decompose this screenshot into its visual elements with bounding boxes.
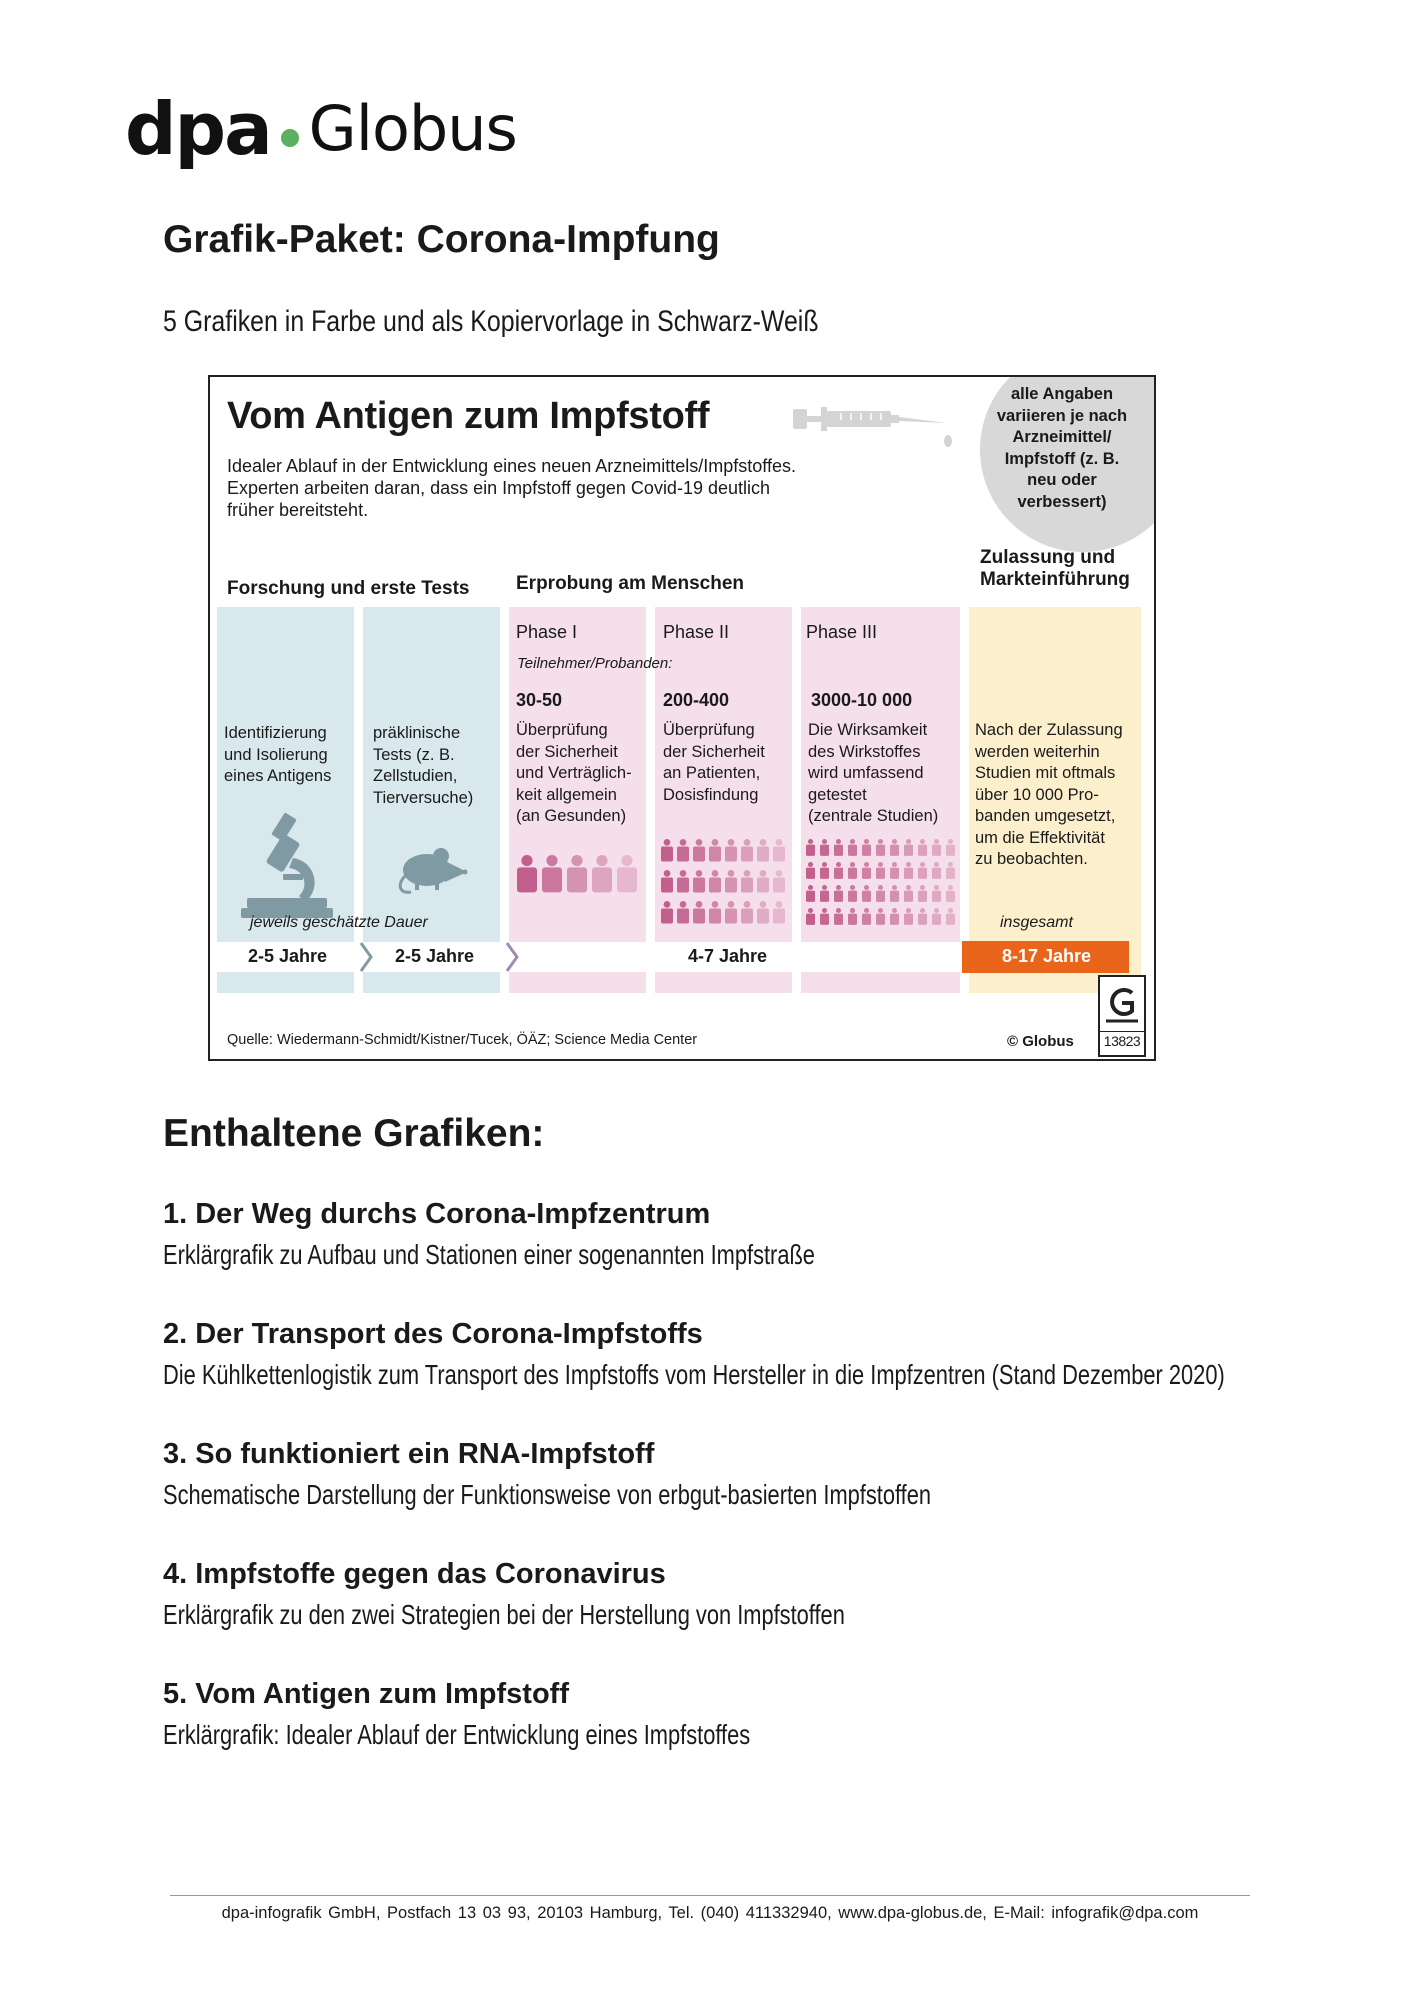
copyright: © Globus <box>1007 1033 1074 1050</box>
participants-label: Teilnehmer/Probanden: <box>517 655 673 672</box>
duration-trials: 4-7 Jahre <box>688 946 768 966</box>
phase-3-count: 3000-10 000 <box>811 690 913 710</box>
phase-3-label: Phase III <box>806 622 878 642</box>
list-item <box>163 1318 1413 1391</box>
globus-g-icon <box>1100 981 1144 1025</box>
list-item-description: Erklärgrafik zu Aufbau und Stationen einer sogenannten Impfstraße <box>163 1239 815 1270</box>
phase-2-label: Phase II <box>663 622 730 642</box>
microscope-icon <box>235 812 340 922</box>
total-hint: insgesamt <box>1000 914 1073 931</box>
infographic <box>208 375 1156 1061</box>
phase-1-description: Überprüfung der Sicherheit und Verträglich- keit allgemein (an Gesunden) <box>516 721 632 825</box>
globus-badge <box>1098 975 1146 1057</box>
phase-3-description: Die Wirksamkeit des Wirkstoffes wird umfassend getestet (zentrale Studien) <box>808 721 939 825</box>
source-note: Quelle: Wiedermann-Schmidt/Kistner/Tucek, ÖÄZ; Science Media Center <box>227 1032 698 1048</box>
list-item-title: 5. Vom Antigen zum Impfstoff <box>163 1678 569 1710</box>
list-item-title: 3. So funktioniert ein RNA-Impfstoff <box>163 1438 655 1470</box>
duration-research: 2-5 Jahre <box>248 946 328 966</box>
chevron-right-icon <box>962 940 980 974</box>
phase-2-count: 200-400 <box>663 690 730 710</box>
section-research-label: Forschung und erste Tests <box>227 578 470 599</box>
approval-description: Nach der Zulassung werden weiterhin Studien mit oftmals über 10 000 Pro- banden umgesetzt, um die Effektivität zu beobachten. <box>975 721 1123 868</box>
phase-2-people-icon <box>659 837 789 931</box>
phase-1-count: 30-50 <box>516 690 563 710</box>
dpa-globus-logo <box>125 84 517 174</box>
phase-1-people-icon <box>513 851 643 931</box>
list-item-description: Erklärgrafik: Idealer Ablauf der Entwicklung eines Impfstoffes <box>163 1719 751 1750</box>
list-item-description: Schematische Darstellung der Funktionsweise von erbgut-basierten Impfstoffen <box>163 1479 932 1510</box>
list-item <box>163 1558 1037 1631</box>
included-graphics-heading: Enthaltene Grafiken: <box>163 1112 545 1155</box>
list-item-description: Die Kühlkettenlogistik zum Transport des Impfstoffs vom Hersteller in die Impfzentren (Stand Dezember 2020) <box>163 1359 1225 1390</box>
badge-number: 13823 <box>1100 1031 1144 1049</box>
list-item-title: 1. Der Weg durchs Corona-Impfzentrum <box>163 1198 711 1230</box>
logo-globus-text: Globus <box>308 92 517 165</box>
duration-hint: jeweils geschätzte Dauer <box>250 914 428 931</box>
preclinical-description: präklinische Tests (z. B. Zellstudien, Tierversuche) <box>373 724 474 807</box>
note-text: alle Angaben variieren je nach Arzneimittel/ Impfstoff (z. B. neu oder verbessert) <box>996 385 1128 511</box>
footer-contact: dpa-infografik GmbH, Postfach 13 03 93, 20103 Hamburg, Tel. (040) 411332940, www.dpa-globus.de, E-Mail: infografik@dpa.com <box>221 1904 1199 1922</box>
footer-divider <box>170 1895 1250 1896</box>
list-item-title: 2. Der Transport des Corona-Impfstoffs <box>163 1318 703 1350</box>
chevron-right-icon <box>357 940 375 974</box>
mouse-icon <box>395 842 475 902</box>
infographic-intro: Idealer Ablauf in der Entwicklung eines neuen Arzneimittels/Impfstoffes. Experten arbeiten daran, dass ein Impfstoff gegen Covid-19 deutlich früher bereitsteht. <box>227 456 796 520</box>
section-trials-label: Erprobung am Menschen <box>516 573 745 594</box>
phase-2-description: Überprüfung der Sicherheit an Patienten, Dosisfindung <box>663 721 765 804</box>
logo-dot <box>281 129 299 147</box>
column-antigen <box>217 607 354 993</box>
antigen-description: Identifizierung und Isolierung eines Antigens <box>224 724 332 785</box>
list-item-description: Erklärgrafik zu den zwei Strategien bei der Herstellung von Impfstoffen <box>163 1599 845 1630</box>
page-title: Grafik-Paket: Corona-Impfung <box>163 218 720 261</box>
list-item <box>163 1438 1148 1511</box>
page-subtitle: 5 Grafiken in Farbe und als Kopiervorlage in Schwarz-Weiß <box>163 305 819 338</box>
list-item <box>163 1678 916 1751</box>
list-item <box>163 1198 999 1271</box>
phase-3-people-icon <box>804 837 959 931</box>
duration-total: 8-17 Jahre <box>1002 946 1092 966</box>
duration-preclinical: 2-5 Jahre <box>395 946 475 966</box>
section-approval-label: Zulassung und Markteinführung <box>980 547 1130 590</box>
logo-dpa-text: dpa <box>125 87 271 171</box>
chevron-right-icon <box>503 940 521 974</box>
phase-1-label: Phase I <box>516 622 578 642</box>
list-item-title: 4. Impfstoffe gegen das Coronavirus <box>163 1558 666 1590</box>
infographic-title: Vom Antigen zum Impfstoff <box>227 395 710 437</box>
